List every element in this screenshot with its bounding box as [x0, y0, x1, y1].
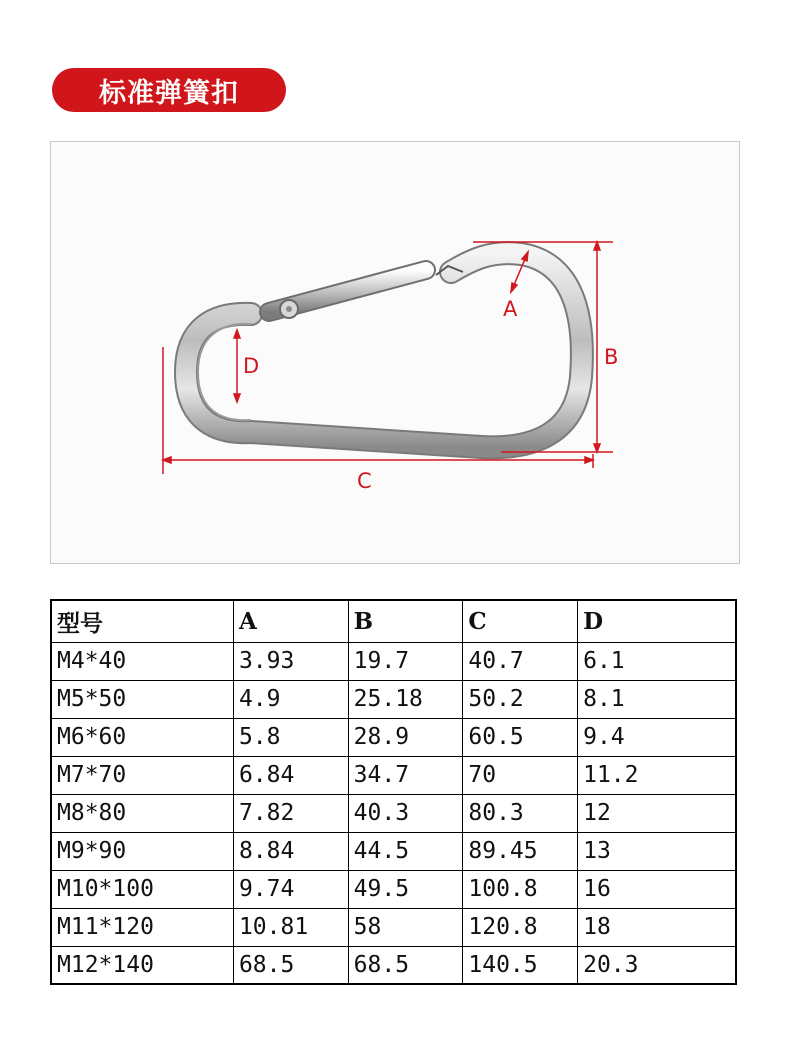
table-cell: 60.5 — [463, 718, 578, 756]
table-header-row — [51, 600, 736, 642]
table-cell: 6.84 — [233, 756, 348, 794]
table-cell: M7*70 — [51, 756, 233, 794]
table-cell: 58 — [348, 908, 463, 946]
dimension-label-d: D — [243, 354, 260, 378]
product-diagram — [50, 141, 740, 564]
table-cell: 3.93 — [233, 642, 348, 680]
table-cell: 68.5 — [233, 946, 348, 984]
table-row — [51, 680, 736, 718]
table-cell: 10.81 — [233, 908, 348, 946]
table-cell: 49.5 — [348, 870, 463, 908]
table-cell: 100.8 — [463, 870, 578, 908]
table-cell: 16 — [578, 870, 736, 908]
spec-table — [50, 599, 737, 985]
table-cell: 140.5 — [463, 946, 578, 984]
table-cell: M8*80 — [51, 794, 233, 832]
table-cell: 80.3 — [463, 794, 578, 832]
table-cell: 20.3 — [578, 946, 736, 984]
table-cell: M6*60 — [51, 718, 233, 756]
table-cell: 8.1 — [578, 680, 736, 718]
dimension-label-c: C — [357, 469, 372, 493]
table-cell: M12*140 — [51, 946, 233, 984]
table-cell: 19.7 — [348, 642, 463, 680]
column-header: A — [233, 600, 348, 642]
table-row — [51, 832, 736, 870]
table-cell: 70 — [463, 756, 578, 794]
table-cell: 50.2 — [463, 680, 578, 718]
table-cell: 13 — [578, 832, 736, 870]
table-cell: 6.1 — [578, 642, 736, 680]
column-header: 型号 — [51, 600, 233, 642]
table-cell: 9.4 — [578, 718, 736, 756]
table-cell: 40.3 — [348, 794, 463, 832]
table-cell: M10*100 — [51, 870, 233, 908]
snap-hook-image — [51, 142, 741, 565]
table-row — [51, 946, 736, 984]
table-row — [51, 642, 736, 680]
table-cell: 28.9 — [348, 718, 463, 756]
column-header: D — [578, 600, 736, 642]
table-cell: 25.18 — [348, 680, 463, 718]
dimension-label-a: A — [503, 297, 518, 321]
table-cell: 89.45 — [463, 832, 578, 870]
table-cell: M11*120 — [51, 908, 233, 946]
table-cell: 12 — [578, 794, 736, 832]
table-cell: 68.5 — [348, 946, 463, 984]
section-title: 标准弹簧扣 — [52, 68, 286, 112]
table-cell: 18 — [578, 908, 736, 946]
dimension-label-b: B — [604, 345, 619, 369]
column-header: B — [348, 600, 463, 642]
table-row — [51, 908, 736, 946]
table-cell: M4*40 — [51, 642, 233, 680]
table-cell: 44.5 — [348, 832, 463, 870]
table-row — [51, 870, 736, 908]
table-row — [51, 718, 736, 756]
table-cell: 5.8 — [233, 718, 348, 756]
table-cell: 34.7 — [348, 756, 463, 794]
table-cell: 8.84 — [233, 832, 348, 870]
table-cell: 4.9 — [233, 680, 348, 718]
table-row — [51, 756, 736, 794]
table-cell: 7.82 — [233, 794, 348, 832]
table-cell: 9.74 — [233, 870, 348, 908]
table-cell: M9*90 — [51, 832, 233, 870]
table-cell: 40.7 — [463, 642, 578, 680]
column-header: C — [463, 600, 578, 642]
table-cell: 11.2 — [578, 756, 736, 794]
table-cell: 120.8 — [463, 908, 578, 946]
table-cell: M5*50 — [51, 680, 233, 718]
table-row — [51, 794, 736, 832]
